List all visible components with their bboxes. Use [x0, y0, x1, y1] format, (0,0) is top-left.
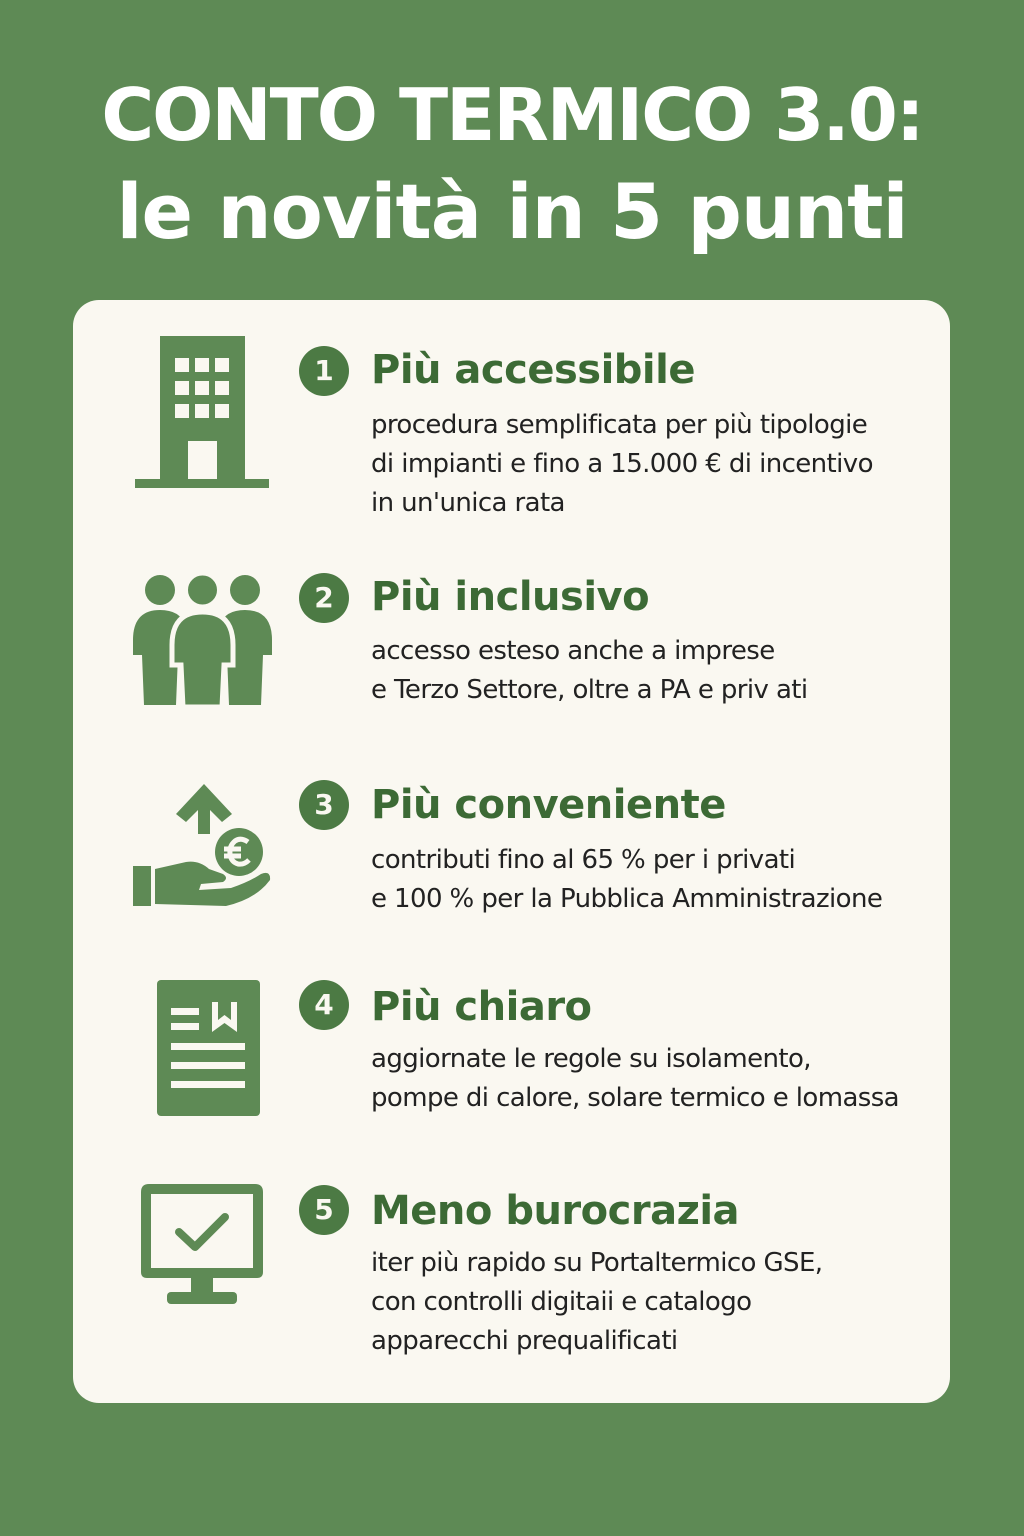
- hand-euro-arrow-icon: [131, 774, 276, 914]
- people-icon: [130, 570, 275, 710]
- description-line: con controlli digitaii e catalogo: [371, 1287, 752, 1317]
- number-badge: 4: [299, 980, 349, 1030]
- description-line: pompe di calore, solare termico e lomassa: [371, 1083, 900, 1113]
- number-badge: 3: [299, 780, 349, 830]
- item-description: [371, 1244, 822, 1361]
- item-heading: Più inclusivo: [371, 574, 650, 620]
- number-badge: 5: [299, 1185, 349, 1235]
- document-icon: [157, 980, 262, 1118]
- description-line: procedura semplificata per più tipologie: [371, 410, 868, 440]
- item-heading: Meno burocrazia: [371, 1188, 740, 1234]
- building-icon: [133, 336, 273, 491]
- item-description: [371, 1040, 899, 1118]
- description-line: e 100 % per la Pubblica Amministrazione: [371, 884, 883, 914]
- description-line: contributi fino al 65 % per i privati: [371, 845, 796, 875]
- item-heading: Più chiaro: [371, 984, 592, 1030]
- item-description: [371, 841, 882, 919]
- page-title: CONTO TERMICO 3.0:: [101, 73, 923, 157]
- info-card: [73, 300, 950, 1403]
- item-description: [371, 632, 808, 710]
- description-line: e Terzo Settore, oltre a PA e priv ati: [371, 675, 808, 705]
- item-description: [371, 406, 873, 523]
- monitor-check-icon: [141, 1184, 266, 1309]
- description-line: di impianti e fino a 15.000 € di incentivo: [371, 449, 873, 479]
- item-heading: Più accessibile: [371, 347, 695, 393]
- item-heading: Più conveniente: [371, 782, 726, 828]
- number-badge: 1: [299, 346, 349, 396]
- description-line: in un'unica rata: [371, 488, 565, 518]
- description-line: aggiornate le regole su isolamento,: [371, 1044, 811, 1074]
- description-line: accesso esteso anche a imprese: [371, 636, 775, 666]
- page-subtitle: le novità in 5 punti: [116, 167, 908, 256]
- description-line: apparecchi prequalificati: [371, 1326, 678, 1356]
- description-line: iter più rapido su Portaltermico GSE,: [371, 1248, 823, 1278]
- number-badge: 2: [299, 573, 349, 623]
